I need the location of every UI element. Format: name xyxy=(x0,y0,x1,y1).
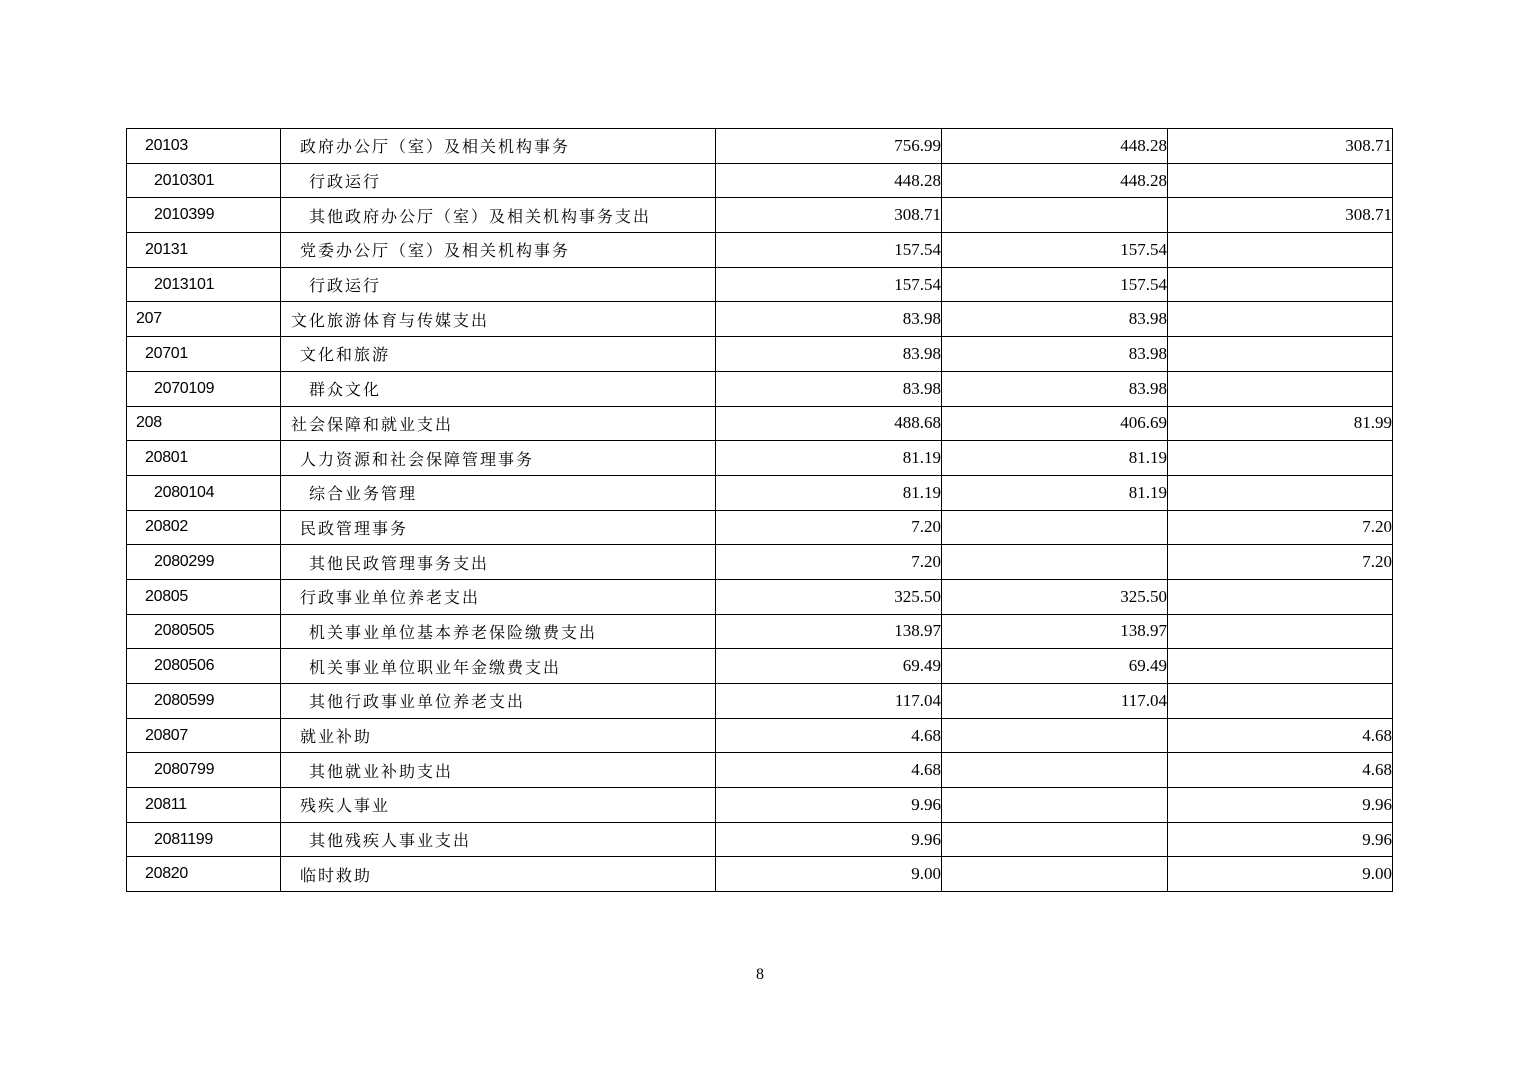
account-code-cell: 208 xyxy=(127,406,281,441)
account-name-cell: 政府办公厅（室）及相关机构事务 xyxy=(281,129,716,164)
project-expenditure-cell xyxy=(1168,614,1393,649)
account-name-cell: 机关事业单位职业年金缴费支出 xyxy=(281,649,716,684)
table-row xyxy=(127,545,1393,580)
basic-expenditure-cell: 83.98 xyxy=(942,371,1168,406)
basic-expenditure-cell: 448.28 xyxy=(942,129,1168,164)
total-amount-cell: 81.19 xyxy=(716,441,942,476)
project-expenditure-cell: 9.00 xyxy=(1168,857,1393,892)
total-amount-cell: 83.98 xyxy=(716,302,942,337)
table-row xyxy=(127,579,1393,614)
project-expenditure-cell xyxy=(1168,163,1393,198)
table-row xyxy=(127,475,1393,510)
account-name-cell: 其他民政管理事务支出 xyxy=(281,545,716,580)
basic-expenditure-cell xyxy=(942,718,1168,753)
basic-expenditure-cell: 157.54 xyxy=(942,267,1168,302)
account-code-cell: 2080799 xyxy=(127,753,281,788)
table-row xyxy=(127,337,1393,372)
account-name-cell: 社会保障和就业支出 xyxy=(281,406,716,441)
account-code-cell: 2070109 xyxy=(127,371,281,406)
table-row xyxy=(127,718,1393,753)
basic-expenditure-cell xyxy=(942,510,1168,545)
basic-expenditure-cell: 81.19 xyxy=(942,441,1168,476)
project-expenditure-cell: 4.68 xyxy=(1168,753,1393,788)
project-expenditure-cell: 9.96 xyxy=(1168,822,1393,857)
project-expenditure-cell xyxy=(1168,441,1393,476)
account-name-cell: 文化旅游体育与传媒支出 xyxy=(281,302,716,337)
total-amount-cell: 448.28 xyxy=(716,163,942,198)
account-code-cell: 2080299 xyxy=(127,545,281,580)
account-name-cell: 残疾人事业 xyxy=(281,788,716,823)
total-amount-cell: 9.96 xyxy=(716,788,942,823)
budget-table-container xyxy=(126,128,1392,892)
table-row xyxy=(127,753,1393,788)
account-name-cell: 党委办公厅（室）及相关机构事务 xyxy=(281,233,716,268)
budget-expenditure-table xyxy=(126,128,1393,892)
total-amount-cell: 69.49 xyxy=(716,649,942,684)
account-name-cell: 其他就业补助支出 xyxy=(281,753,716,788)
project-expenditure-cell xyxy=(1168,371,1393,406)
account-code-cell: 20802 xyxy=(127,510,281,545)
total-amount-cell: 9.00 xyxy=(716,857,942,892)
table-row xyxy=(127,267,1393,302)
project-expenditure-cell: 4.68 xyxy=(1168,718,1393,753)
total-amount-cell: 7.20 xyxy=(716,545,942,580)
basic-expenditure-cell: 448.28 xyxy=(942,163,1168,198)
account-code-cell: 2010399 xyxy=(127,198,281,233)
account-code-cell: 20807 xyxy=(127,718,281,753)
project-expenditure-cell: 7.20 xyxy=(1168,545,1393,580)
account-name-cell: 文化和旅游 xyxy=(281,337,716,372)
total-amount-cell: 308.71 xyxy=(716,198,942,233)
page-number: 8 xyxy=(756,966,764,983)
account-name-cell: 人力资源和社会保障管理事务 xyxy=(281,441,716,476)
basic-expenditure-cell xyxy=(942,822,1168,857)
account-code-cell: 2080506 xyxy=(127,649,281,684)
basic-expenditure-cell xyxy=(942,753,1168,788)
total-amount-cell: 138.97 xyxy=(716,614,942,649)
basic-expenditure-cell xyxy=(942,198,1168,233)
account-code-cell: 2013101 xyxy=(127,267,281,302)
total-amount-cell: 83.98 xyxy=(716,337,942,372)
account-code-cell: 2010301 xyxy=(127,163,281,198)
basic-expenditure-cell: 157.54 xyxy=(942,233,1168,268)
account-code-cell: 20820 xyxy=(127,857,281,892)
account-name-cell: 民政管理事务 xyxy=(281,510,716,545)
basic-expenditure-cell: 138.97 xyxy=(942,614,1168,649)
table-row xyxy=(127,441,1393,476)
basic-expenditure-cell: 117.04 xyxy=(942,684,1168,719)
account-name-cell: 机关事业单位基本养老保险缴费支出 xyxy=(281,614,716,649)
account-code-cell: 2080599 xyxy=(127,684,281,719)
total-amount-cell: 83.98 xyxy=(716,371,942,406)
account-name-cell: 行政运行 xyxy=(281,163,716,198)
total-amount-cell: 157.54 xyxy=(716,267,942,302)
project-expenditure-cell xyxy=(1168,233,1393,268)
table-row xyxy=(127,406,1393,441)
account-code-cell: 20103 xyxy=(127,129,281,164)
project-expenditure-cell xyxy=(1168,475,1393,510)
basic-expenditure-cell: 81.19 xyxy=(942,475,1168,510)
basic-expenditure-cell xyxy=(942,545,1168,580)
project-expenditure-cell xyxy=(1168,267,1393,302)
project-expenditure-cell: 308.71 xyxy=(1168,129,1393,164)
table-row xyxy=(127,822,1393,857)
account-code-cell: 20811 xyxy=(127,788,281,823)
table-row xyxy=(127,510,1393,545)
table-row xyxy=(127,198,1393,233)
table-row xyxy=(127,857,1393,892)
account-code-cell: 20131 xyxy=(127,233,281,268)
account-code-cell: 207 xyxy=(127,302,281,337)
account-name-cell: 行政事业单位养老支出 xyxy=(281,579,716,614)
total-amount-cell: 7.20 xyxy=(716,510,942,545)
project-expenditure-cell xyxy=(1168,649,1393,684)
total-amount-cell: 4.68 xyxy=(716,718,942,753)
table-row xyxy=(127,129,1393,164)
account-name-cell: 临时救助 xyxy=(281,857,716,892)
account-name-cell: 就业补助 xyxy=(281,718,716,753)
project-expenditure-cell: 9.96 xyxy=(1168,788,1393,823)
table-row xyxy=(127,302,1393,337)
account-name-cell: 行政运行 xyxy=(281,267,716,302)
total-amount-cell: 325.50 xyxy=(716,579,942,614)
basic-expenditure-cell: 69.49 xyxy=(942,649,1168,684)
basic-expenditure-cell xyxy=(942,788,1168,823)
account-name-cell: 综合业务管理 xyxy=(281,475,716,510)
total-amount-cell: 756.99 xyxy=(716,129,942,164)
basic-expenditure-cell: 83.98 xyxy=(942,302,1168,337)
project-expenditure-cell xyxy=(1168,579,1393,614)
basic-expenditure-cell xyxy=(942,857,1168,892)
table-row xyxy=(127,163,1393,198)
account-name-cell: 其他行政事业单位养老支出 xyxy=(281,684,716,719)
table-row xyxy=(127,649,1393,684)
account-name-cell: 其他政府办公厅（室）及相关机构事务支出 xyxy=(281,198,716,233)
table-body xyxy=(127,129,1393,892)
account-name-cell: 其他残疾人事业支出 xyxy=(281,822,716,857)
account-code-cell: 2080104 xyxy=(127,475,281,510)
total-amount-cell: 117.04 xyxy=(716,684,942,719)
total-amount-cell: 488.68 xyxy=(716,406,942,441)
project-expenditure-cell xyxy=(1168,337,1393,372)
account-name-cell: 群众文化 xyxy=(281,371,716,406)
basic-expenditure-cell: 83.98 xyxy=(942,337,1168,372)
total-amount-cell: 9.96 xyxy=(716,822,942,857)
account-code-cell: 20701 xyxy=(127,337,281,372)
project-expenditure-cell xyxy=(1168,684,1393,719)
table-row xyxy=(127,371,1393,406)
total-amount-cell: 81.19 xyxy=(716,475,942,510)
table-row xyxy=(127,614,1393,649)
account-code-cell: 20801 xyxy=(127,441,281,476)
basic-expenditure-cell: 406.69 xyxy=(942,406,1168,441)
project-expenditure-cell: 7.20 xyxy=(1168,510,1393,545)
table-row xyxy=(127,233,1393,268)
total-amount-cell: 157.54 xyxy=(716,233,942,268)
account-code-cell: 20805 xyxy=(127,579,281,614)
project-expenditure-cell: 308.71 xyxy=(1168,198,1393,233)
table-row xyxy=(127,788,1393,823)
table-row xyxy=(127,684,1393,719)
basic-expenditure-cell: 325.50 xyxy=(942,579,1168,614)
account-code-cell: 2081199 xyxy=(127,822,281,857)
total-amount-cell: 4.68 xyxy=(716,753,942,788)
project-expenditure-cell xyxy=(1168,302,1393,337)
project-expenditure-cell: 81.99 xyxy=(1168,406,1393,441)
account-code-cell: 2080505 xyxy=(127,614,281,649)
